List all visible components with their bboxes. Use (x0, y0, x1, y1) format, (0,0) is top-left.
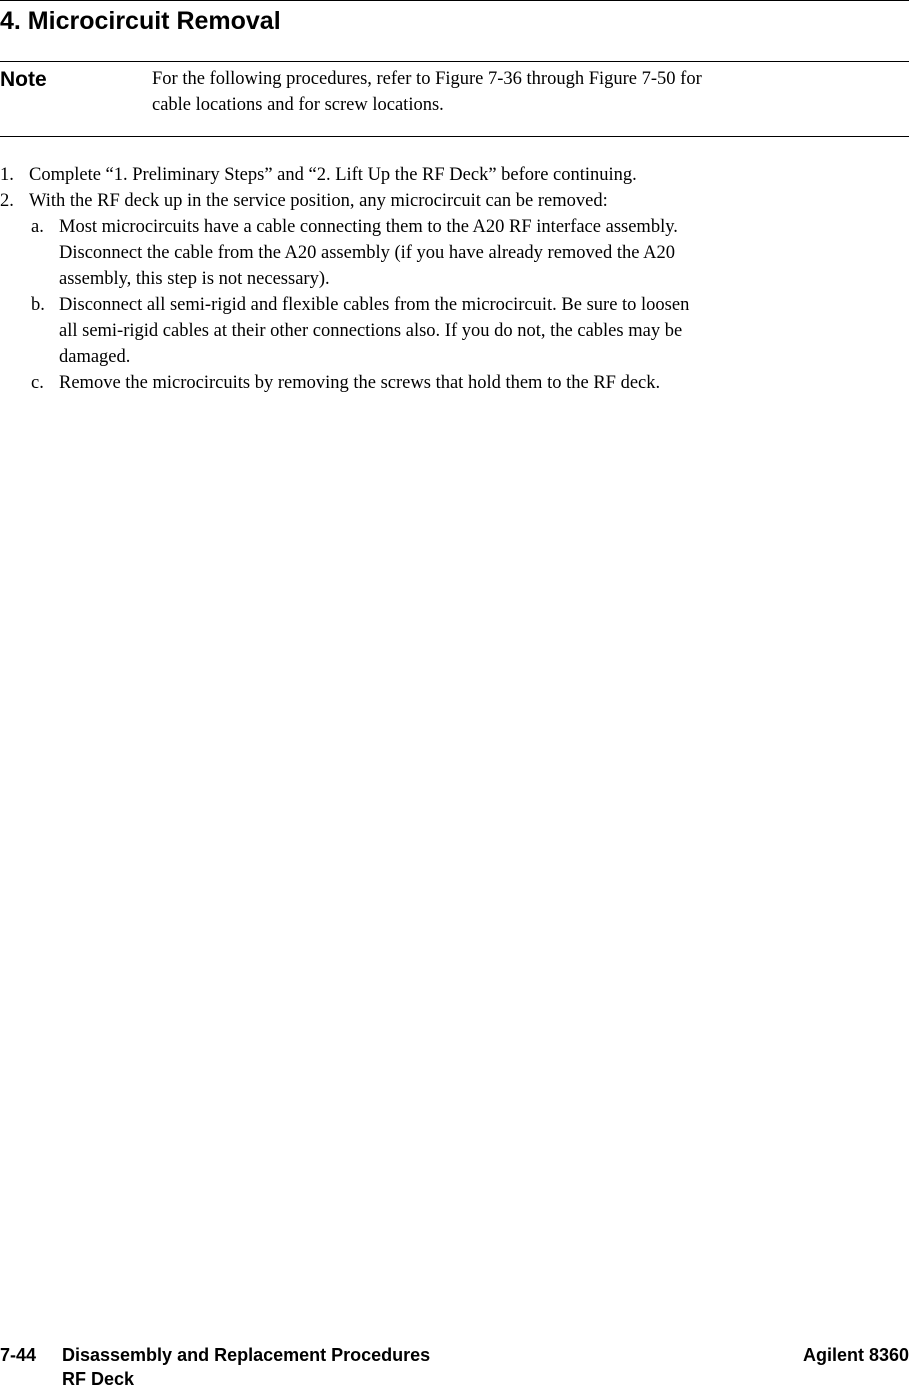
step-number: 1. (0, 165, 14, 185)
substep-b-cont (0, 344, 900, 370)
step-text: Complete “1. Preliminary Steps” and “2. Lift Up the RF Deck” before continuing. (29, 165, 637, 185)
substep-line: assembly, this step is not necessary). (59, 269, 330, 289)
note-line: cable locations and for screw locations. (152, 95, 444, 115)
footer-page-number: 7-44 (0, 1345, 37, 1365)
note-text (152, 66, 872, 118)
substep-c (0, 370, 900, 396)
top-rule (0, 0, 909, 1)
section-title: 4. Microcircuit Removal (0, 7, 281, 35)
note-top-rule (0, 61, 909, 62)
note-label: Note (0, 68, 47, 91)
step-1 (0, 162, 900, 188)
substep-line: Most microcircuits have a cable connecting them to the A20 RF interface assembly. (59, 217, 678, 237)
footer-product: Agilent 8360 (802, 1345, 909, 1365)
step-text: With the RF deck up in the service position, any microcircuit can be removed: (29, 191, 608, 211)
substep-b-cont (0, 318, 900, 344)
substep-line: all semi-rigid cables at their other connections also. If you do not, the cables may be (59, 321, 683, 341)
step-number: 2. (0, 191, 14, 211)
substep-line: Disconnect all semi-rigid and flexible cables from the microcircuit. Be sure to loosen (59, 295, 690, 315)
substep-letter: c. (31, 373, 44, 393)
substep-letter: b. (31, 295, 45, 315)
substep-a-cont (0, 266, 900, 292)
substep-line: Remove the microcircuits by removing the screws that hold them to the RF deck. (59, 373, 661, 393)
note-bottom-rule (0, 136, 909, 137)
note-line: For the following procedures, refer to Figure 7-36 through Figure 7-50 for (152, 69, 702, 89)
substep-a (0, 214, 900, 240)
substep-line: damaged. (59, 347, 131, 367)
footer-section: RF Deck (62, 1369, 135, 1389)
footer-chapter: Disassembly and Replacement Procedures (62, 1345, 431, 1365)
step-2 (0, 188, 900, 214)
substep-a-cont (0, 240, 900, 266)
substep-b (0, 292, 900, 318)
step-list (0, 162, 900, 396)
substep-line: Disconnect the cable from the A20 assembly (if you have already removed the A20 (59, 243, 675, 263)
substep-letter: a. (31, 217, 44, 237)
